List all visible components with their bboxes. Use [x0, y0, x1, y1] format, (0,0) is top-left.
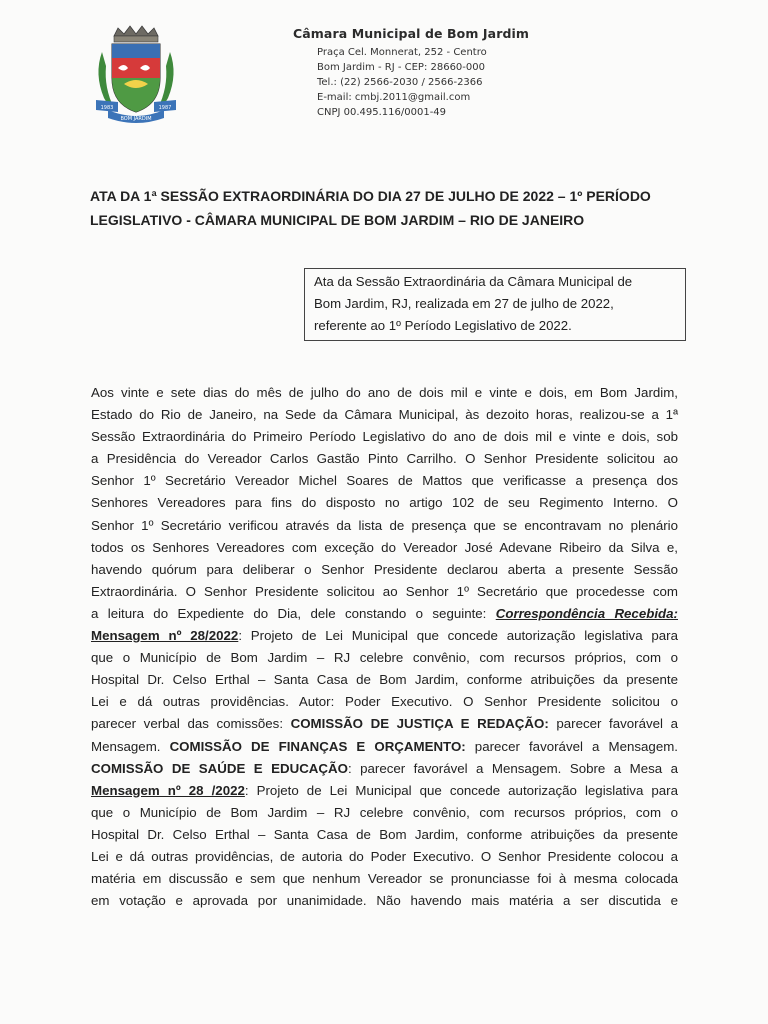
- document-title: [90, 184, 690, 232]
- committee-name: COMISSÃO DE FINANÇAS E ORÇAMENTO:: [169, 738, 466, 754]
- message-reference: Mensagem nº 28/2022: [91, 628, 239, 644]
- body-text-run: : Projeto de Lei Municipal que concede autorização legislativa para: [244, 782, 678, 798]
- body-line: todos os Senhores Vereadores com exceção do Vereador José Adevane Ribeiro da Silva e,: [91, 539, 678, 555]
- letterhead-email: E-mail: cmbj.2011@gmail.com: [317, 92, 471, 103]
- summary-line: Bom Jardim, RJ, realizada em 27 de julho de 2022,: [314, 295, 614, 311]
- summary-line: referente ao 1º Período Legislativo de 2022.: [314, 317, 572, 333]
- body-text-run: parecer favorável a Mensagem.: [465, 738, 678, 754]
- crest-year-right: 1987: [158, 105, 172, 111]
- body-text-run: Mensagem.: [91, 738, 170, 754]
- body-text-run: a leitura do Expediente do Dia, dele constando o seguinte:: [91, 605, 496, 621]
- letterhead-address: Praça Cel. Monnerat, 252 - Centro: [317, 47, 487, 58]
- body-line: [91, 713, 678, 735]
- message-reference: Mensagem nº 28 /2022: [91, 782, 245, 798]
- letterhead-cnpj: CNPJ 00.495.116/0001-49: [317, 107, 447, 118]
- body-text-run: parecer verbal das comissões:: [91, 716, 291, 732]
- body-line: Senhores Vereadores para fins do disposto no artigo 102 de seu Regimento Interno. O: [91, 495, 678, 511]
- body-text-run: : parecer favorável a Mensagem. Sobre a Mesa a: [347, 760, 678, 776]
- body-line: Hospital Dr. Celso Erthal – Santa Casa de Bom Jardim, conforme atribuições da presente: [91, 672, 678, 688]
- letterhead-city: Bom Jardim - RJ - CEP: 28660-000: [317, 62, 485, 73]
- municipal-crest-logo: [88, 22, 184, 126]
- crest-city-name: BOM JARDIM: [120, 116, 152, 122]
- correspondence-heading: Correspondência Recebida:: [495, 605, 678, 621]
- body-line: que o Município de Bom Jardim – RJ celebre convênio, com recursos próprios, com o: [91, 804, 678, 820]
- crest-year-left: 1983: [100, 105, 114, 111]
- body-line: em votação e aprovada por unanimidade. Não havendo mais matéria a ser discutida e: [91, 893, 678, 909]
- committee-name: COMISSÃO DE SAÚDE E EDUCAÇÃO: [91, 760, 348, 776]
- summary-box: [304, 268, 686, 341]
- body-line: Sessão Extraordinária do Primeiro Período Legislativo do ano de dois mil e vinte e dois, sob: [91, 429, 678, 445]
- body-line: Aos vinte e sete dias do mês de julho do ano de dois mil e vinte e dois, em Bom Jardim,: [91, 385, 678, 400]
- body-line: [91, 736, 678, 758]
- body-text-run: : Projeto de Lei Municipal que concede autorização legislativa para: [238, 628, 678, 644]
- body-line: Senhor 1º Secretário verificou através da lista de presença que se encontravam no plenário: [91, 517, 678, 533]
- letterhead: [293, 26, 617, 120]
- minutes-body: [91, 382, 678, 912]
- body-line: [91, 758, 678, 780]
- body-line: Senhor 1º Secretário Vereador Michel Soares de Mattos que verificasse a presença dos: [91, 473, 678, 489]
- body-line: Extraordinária. O Senhor Presidente solicitou ao Senhor 1º Secretário que procedesse com: [91, 583, 678, 599]
- body-line: que o Município de Bom Jardim – RJ celebre convênio, com recursos próprios, com o: [91, 650, 678, 666]
- body-line: [91, 603, 678, 625]
- letterhead-phone: Tel.: (22) 2566-2030 / 2566-2366: [317, 77, 483, 88]
- letterhead-title: Câmara Municipal de Bom Jardim: [293, 26, 530, 41]
- summary-line: Ata da Sessão Extraordinária da Câmara Municipal de: [314, 274, 633, 289]
- body-line: a Presidência do Vereador Carlos Gastão Pinto Carrilho. O Senhor Presidente solicitou ao: [91, 451, 678, 467]
- body-line: havendo quórum para deliberar o Senhor Presidente declarou aberta a presente Sessão: [91, 561, 678, 577]
- document-title-line: LEGISLATIVO - CÂMARA MUNICIPAL DE BOM JARDIM – RIO DE JANEIRO: [90, 212, 585, 228]
- body-line: Hospital Dr. Celso Erthal – Santa Casa de Bom Jardim, conforme atribuições da presente: [91, 826, 678, 842]
- body-line: Lei e dá outras providências. Autor: Poder Executivo. O Senhor Presidente solicitou o: [91, 694, 678, 710]
- body-line: [91, 625, 678, 647]
- body-text-run: parecer favorável a: [548, 716, 678, 732]
- committee-name: COMISSÃO DE JUSTIÇA E REDAÇÃO:: [290, 716, 549, 732]
- body-line: [91, 780, 678, 802]
- body-line: Lei e dá outras providências, de autoria do Poder Executivo. O Senhor Presidente colocou a: [91, 848, 678, 864]
- body-line: matéria em discussão e sem que nenhum Vereador se pronunciasse foi à mesma colocada: [91, 871, 678, 887]
- document-title-line: ATA DA 1ª SESSÃO EXTRAORDINÁRIA DO DIA 27 DE JULHO DE 2022 – 1º PERÍODO: [90, 188, 651, 204]
- body-line: Estado do Rio de Janeiro, na Sede da Câmara Municipal, às dezoito horas, realizou-se a 1ª: [91, 407, 678, 423]
